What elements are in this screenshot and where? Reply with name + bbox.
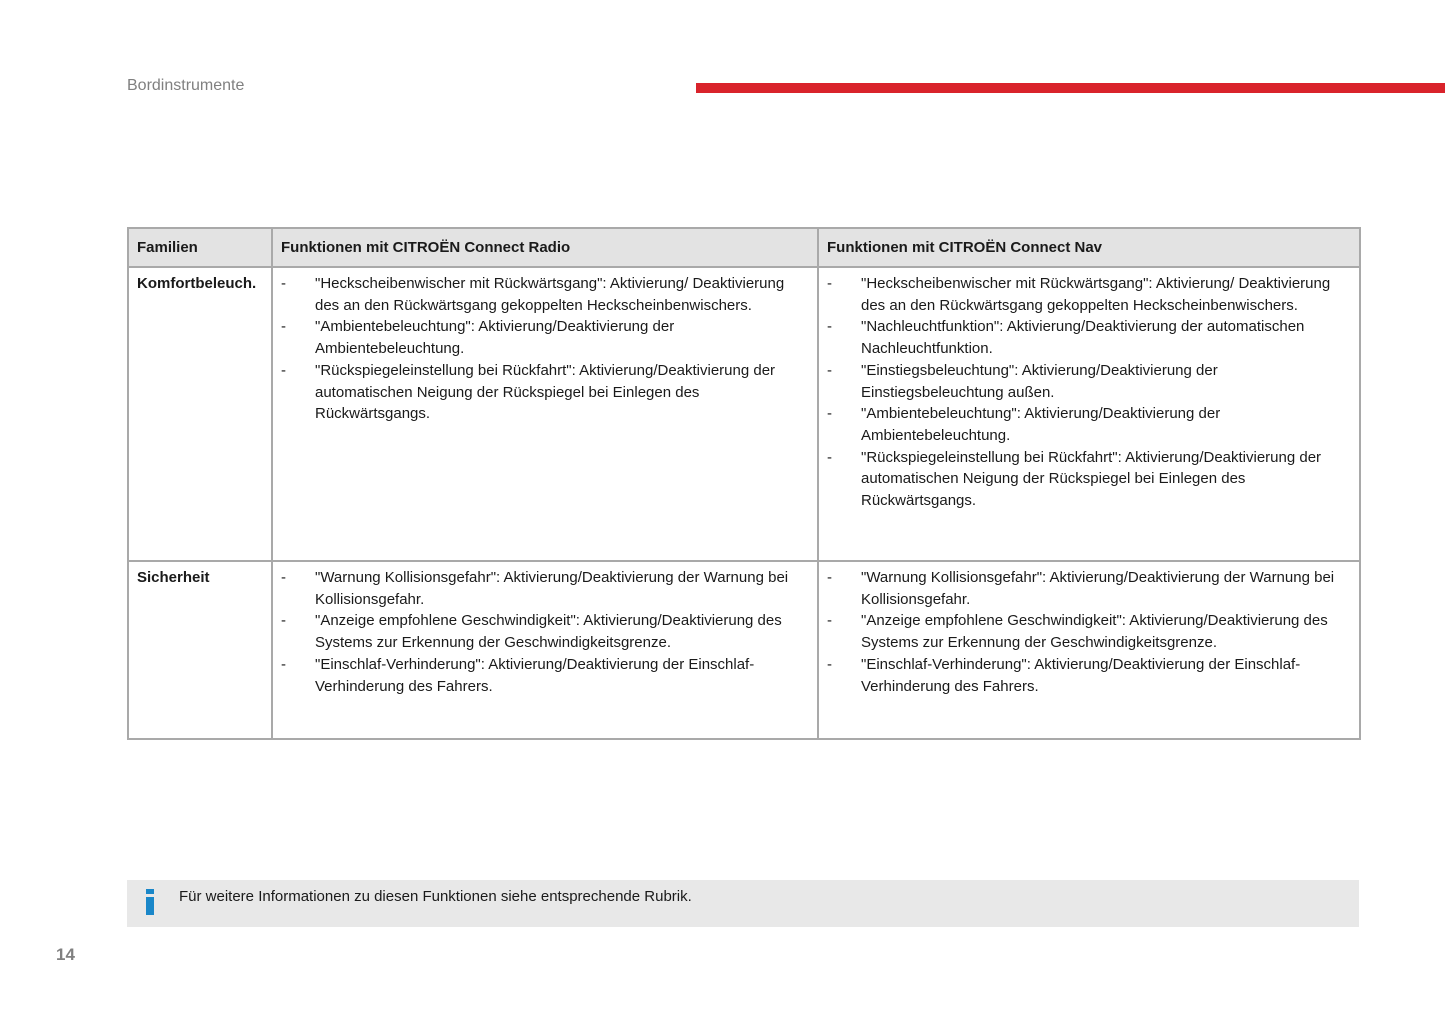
functions-table [127, 227, 1361, 740]
bullet-dash: - [827, 361, 832, 379]
list-item [281, 360, 809, 425]
header-connect-nav: Funktionen mit CITROËN Connect Nav [818, 228, 1360, 267]
table-header-row [128, 228, 1360, 267]
bullet-dash: - [827, 448, 832, 466]
info-icon-stem [146, 897, 154, 915]
list-item-text: "Warnung Kollisionsgefahr": Aktivierung/Deaktivierung der Warnung bei Kollisionsgefahr. [861, 569, 1335, 608]
list-item-text: "Einschlaf-Verhinderung": Aktivierung/Deaktivierung der Einschlaf-Verhinderung des Fahrers. [315, 655, 755, 695]
function-list [281, 567, 809, 697]
list-item [827, 403, 1351, 446]
function-list [827, 567, 1351, 697]
header-accent-bar [696, 83, 1445, 93]
list-item-text: "Anzeige empfohlene Geschwindigkeit": Aktivierung/Deaktivierung des Systems zur Erkennung der Geschwindigkeitsgrenze. [315, 612, 782, 652]
list-item [827, 567, 1351, 610]
list-item-text: "Rückspiegeleinstellung bei Rückfahrt": Aktivierung/Deaktivierung der automatischen Neigung der Rückspiegel bei Einlegen des Rückwärtsgangs. [315, 361, 776, 423]
list-item-text: "Einstiegsbeleuchtung": Aktivierung/Deaktivierung der Einstiegsbeleuchtung außen. [861, 361, 1218, 401]
list-item [827, 360, 1351, 403]
info-icon [146, 889, 154, 915]
info-icon-dot [146, 889, 154, 894]
table-row [128, 267, 1360, 561]
info-box [127, 880, 1359, 927]
list-item [827, 273, 1351, 316]
list-item [281, 610, 809, 653]
list-item [827, 654, 1351, 697]
list-item [827, 610, 1351, 653]
list-item-text: "Anzeige empfohlene Geschwindigkeit": Aktivierung/Deaktivierung des Systems zur Erkennung der Geschwindigkeitsgrenze. [861, 612, 1328, 652]
page-number: 14 [56, 945, 75, 964]
list-item [281, 273, 809, 316]
info-text: Für weitere Informationen zu diesen Funktionen siehe entsprechende Rubrik. [179, 888, 692, 905]
list-item-text: "Heckscheibenwischer mit Rückwärtsgang": Aktivierung/ Deaktivierung des an den Rückwärtsgang gekoppelten Heckscheinbenwischers. [315, 275, 785, 314]
bullet-dash: - [827, 612, 832, 630]
family-cell: Komfortbeleuch. [128, 267, 272, 561]
list-item [827, 316, 1351, 359]
nav-functions-cell [818, 561, 1360, 739]
radio-functions-cell [272, 267, 818, 561]
bullet-dash: - [281, 275, 286, 292]
list-item-text: "Nachleuchtfunktion": Aktivierung/Deaktivierung der automatischen Nachleuchtfunktion. [861, 318, 1305, 358]
list-item [281, 316, 809, 359]
section-title: Bordinstrumente [127, 77, 245, 94]
header-families: Familien [128, 228, 272, 267]
bullet-dash: - [281, 318, 286, 336]
list-item [281, 567, 809, 610]
list-item-text: "Rückspiegeleinstellung bei Rückfahrt": Aktivierung/Deaktivierung der automatischen Neigung der Rückspiegel bei Einlegen des Rückwärtsgangs. [861, 448, 1322, 510]
list-item [281, 654, 809, 697]
function-list [281, 273, 809, 425]
list-item-text: "Warnung Kollisionsgefahr": Aktivierung/Deaktivierung der Warnung bei Kollisionsgefahr. [315, 569, 789, 608]
radio-functions-cell [272, 561, 818, 739]
family-cell: Sicherheit [128, 561, 272, 739]
bullet-dash: - [827, 569, 832, 586]
bullet-dash: - [827, 275, 832, 292]
bullet-dash: - [281, 361, 286, 379]
bullet-dash: - [827, 405, 832, 423]
list-item-text: "Heckscheibenwischer mit Rückwärtsgang": Aktivierung/ Deaktivierung des an den Rückwärtsgang gekoppelten Heckscheinbenwischers. [861, 275, 1331, 314]
list-item-text: "Ambientebeleuchtung": Aktivierung/Deaktivierung der Ambientebeleuchtung. [861, 405, 1221, 444]
header-connect-radio: Funktionen mit CITROËN Connect Radio [272, 228, 818, 267]
list-item-text: "Einschlaf-Verhinderung": Aktivierung/Deaktivierung der Einschlaf-Verhinderung des Fahrers. [861, 655, 1301, 695]
bullet-dash: - [281, 655, 286, 673]
table-row [128, 561, 1360, 739]
bullet-dash: - [281, 612, 286, 630]
nav-functions-cell [818, 267, 1360, 561]
function-list [827, 273, 1351, 512]
bullet-dash: - [281, 569, 286, 586]
bullet-dash: - [827, 318, 832, 336]
list-item-text: "Ambientebeleuchtung": Aktivierung/Deaktivierung der Ambientebeleuchtung. [315, 318, 675, 358]
list-item [827, 447, 1351, 512]
bullet-dash: - [827, 655, 832, 673]
